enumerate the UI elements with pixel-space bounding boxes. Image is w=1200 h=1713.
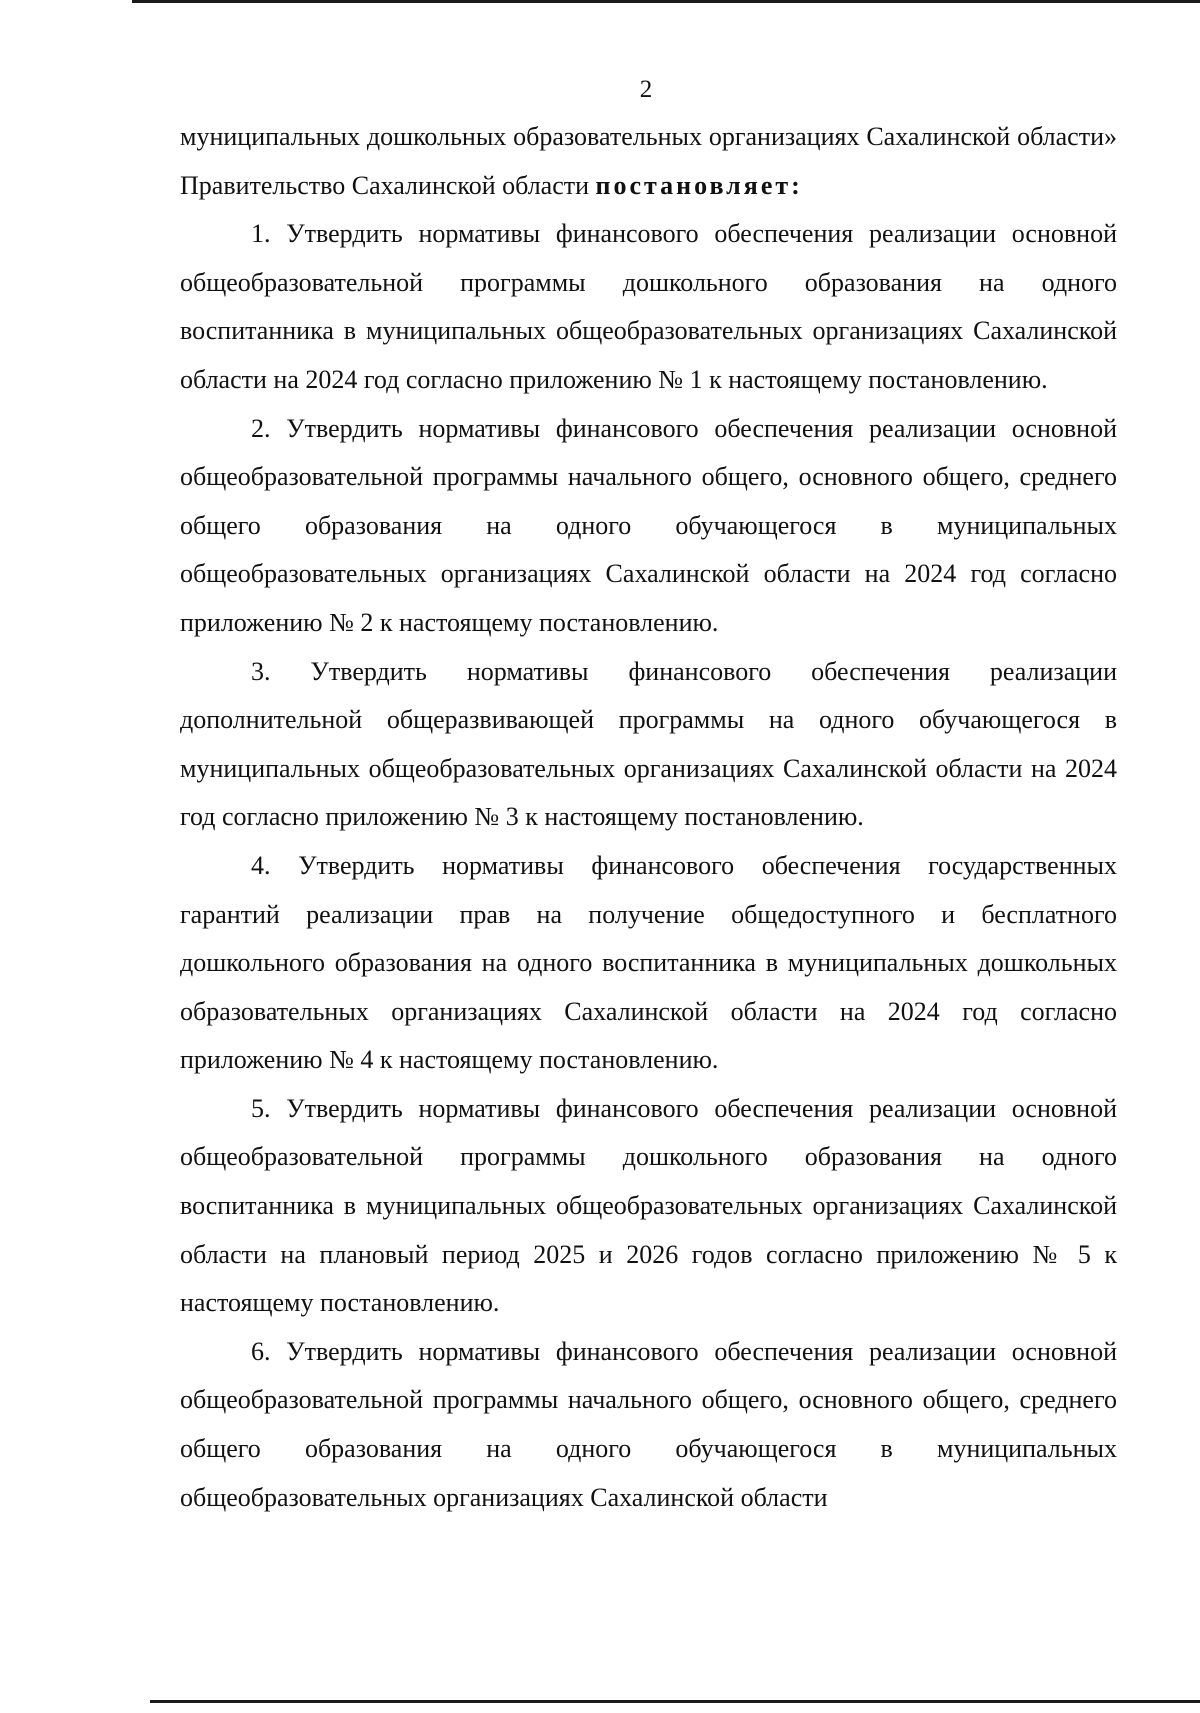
document-body: [180, 113, 1117, 1522]
top-edge-rule: [132, 0, 1200, 3]
resolution-item-3: 3. Утвердить нормативы финансового обеспечения реализации дополнительной общеразвивающей программы на одного обучающегося в муниципальных общеобразовательных организациях Сахалинской области на 2024 год согласно приложению № 3 к настоящему постановлению.: [180, 656, 1117, 832]
page-number: 2: [639, 76, 653, 103]
resolution-item-2: 2. Утвердить нормативы финансового обеспечения реализации основной общеобразовательной программы начального общего, основного общего, среднего общего образования на одного обучающегося в муниципальных общеобразовательных организациях Сахалинской области на 2024 год согласно приложению № 2 к настоящему постановлению.: [180, 413, 1117, 637]
resolution-item-1: 1. Утвердить нормативы финансового обеспечения реализации основной общеобразовательной программы дошкольного образования на одного воспитанника в муниципальных общеобразовательных организациях Сахалинской области на 2024 год согласно приложению № 1 к настоящему постановлению.: [180, 219, 1117, 394]
intro-paragraph: [180, 113, 1117, 210]
bottom-edge-rule: [150, 1700, 1200, 1703]
resolution-keyword: постановляет:: [595, 170, 803, 200]
resolution-item-6: 6. Утвердить нормативы финансового обеспечения реализации основной общеобразовательной программы начального общего, основного общего, среднего общего образования на одного обучающегося в муниципальных общеобразовательных организациях Сахалинской области: [180, 1336, 1117, 1512]
resolution-item-4: 4. Утвердить нормативы финансового обеспечения государственных гарантий реализации прав на получение общедоступного и бесплатного дошкольного образования на одного воспитанника в муниципальных дошкольных образовательных организациях Сахалинской области на 2024 год согласно приложению № 4 к настоящему постановлению.: [180, 850, 1117, 1075]
intro-text: муниципальных дошкольных образовательных организациях Сахалинской области» Правительство Сахалинской области: [180, 122, 1117, 200]
resolution-item-5: 5. Утвердить нормативы финансового обеспечения реализации основной общеобразовательной программы дошкольного образования на одного воспитанника в муниципальных общеобразовательных организациях Сахалинской области на плановый период 2025 и 2026 годов согласно приложению № 5 к настоящему постановлению.: [180, 1093, 1117, 1318]
